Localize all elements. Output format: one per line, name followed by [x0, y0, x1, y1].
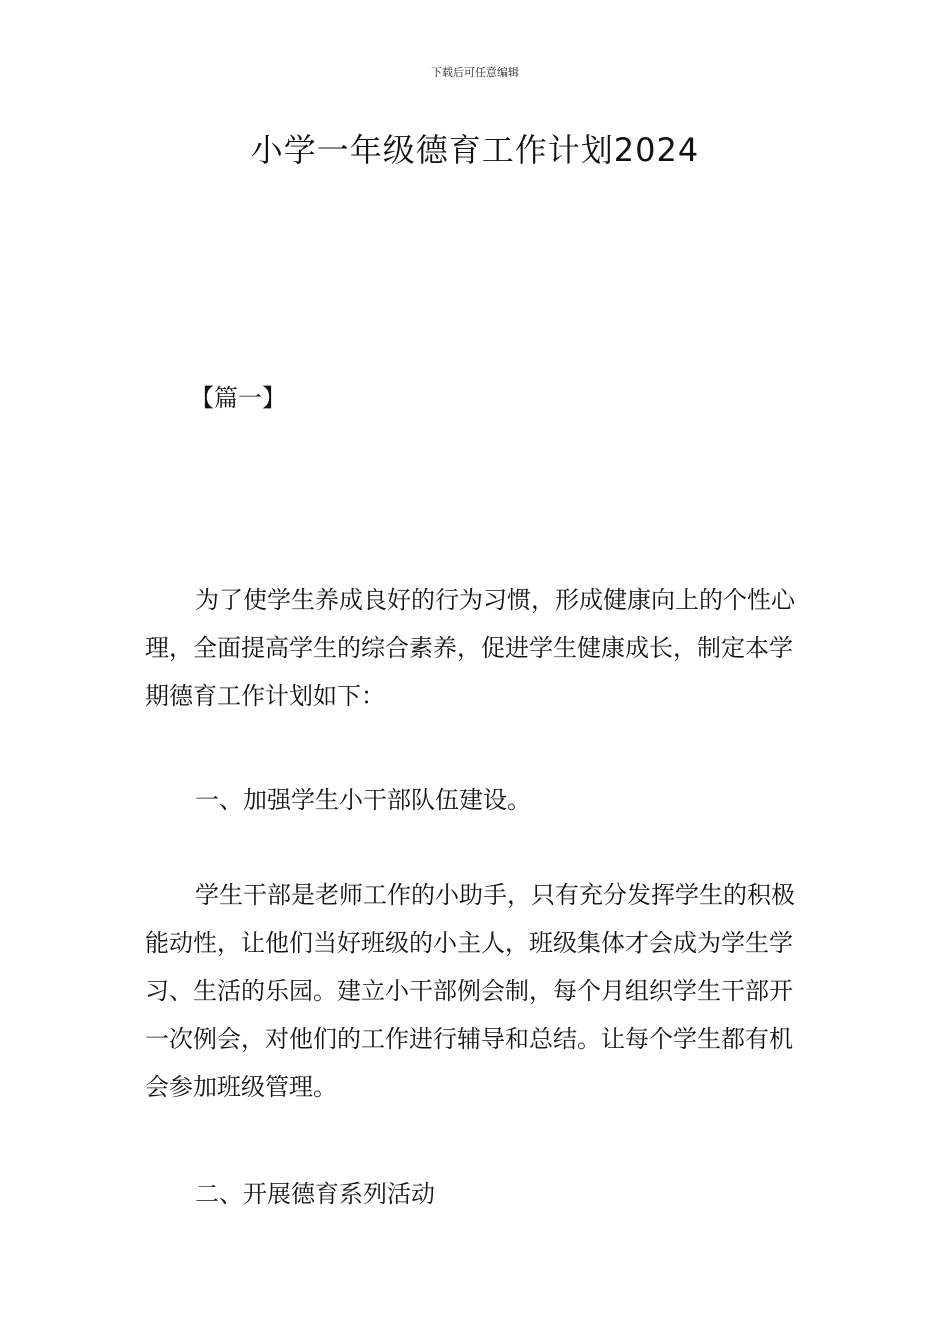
document-title: 小学一年级德育工作计划2024 — [250, 131, 700, 169]
section-heading-1: 一、加强学生小干部队伍建设。 — [195, 786, 531, 814]
section-tag: 【篇一】 — [190, 384, 286, 412]
header-note: 下载后可任意编辑 — [431, 66, 519, 79]
body-paragraph-1: 学生干部是老师工作的小助手，只有充分发挥学生的积极能动性，让他们当好班级的小主人，班级集体才会成为学生学习、生活的乐园。建立小干部例会制，每个月组织学生干部开一次例会，对他们的工作进行辅导和总结。让每个学生都有机会参加班级管理。 — [145, 881, 795, 1101]
section-heading-2: 二、开展德育系列活动 — [195, 1180, 435, 1208]
intro-paragraph: 为了使学生养成良好的行为习惯，形成健康向上的个性心理，全面提高学生的综合素养，促进学生健康成长，制定本学期德育工作计划如下： — [145, 586, 795, 710]
